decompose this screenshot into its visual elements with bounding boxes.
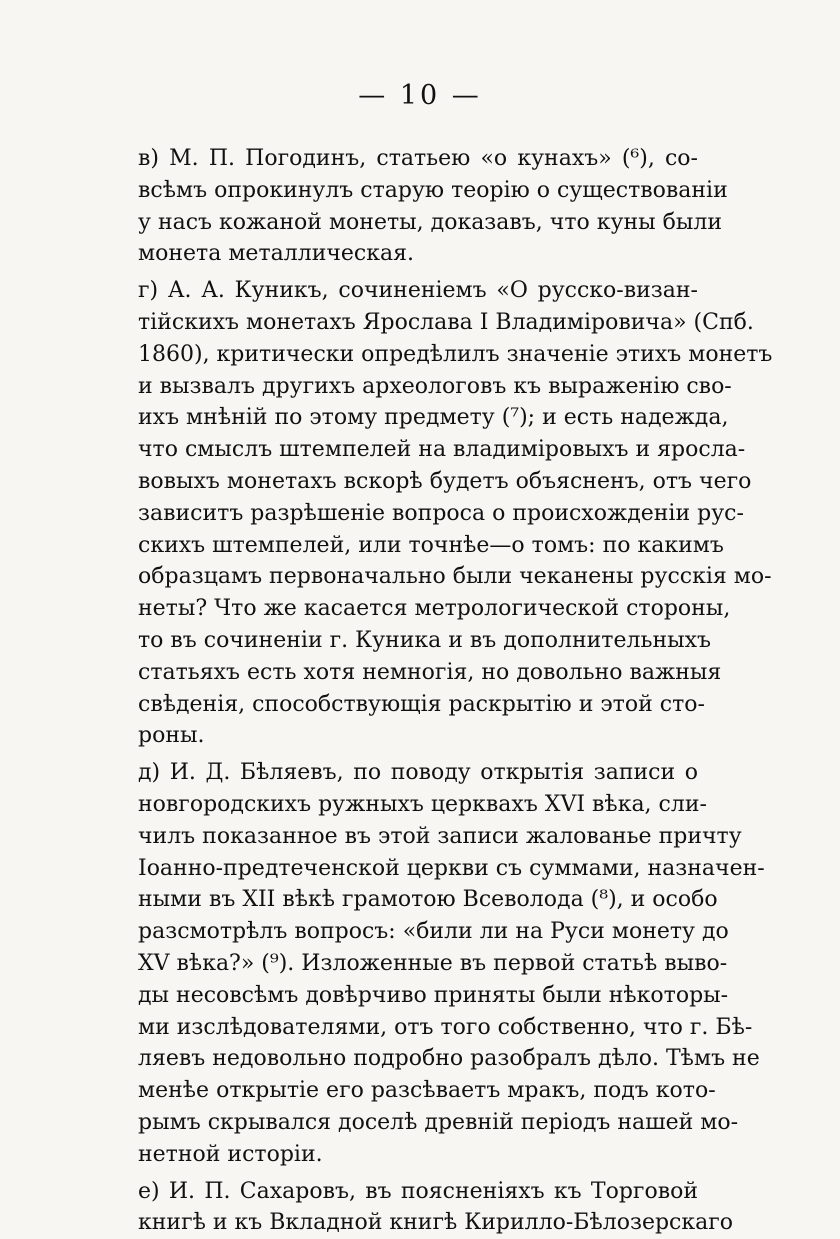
text-line: в) М. П. Погодинъ, статьею «о кунахъ» (⁶), со- — [138, 143, 698, 175]
text-line: то въ сочиненіи г. Куника и въ дополнительныхъ — [138, 625, 698, 657]
text-line: монета металлическая. — [138, 238, 698, 270]
paragraph-d — [138, 757, 698, 1170]
text-line: новгородскихъ ружныхъ церквахъ XVI вѣка, сли- — [138, 789, 698, 821]
text-line: у насъ кожаной монеты, доказавъ, что куны были — [138, 207, 698, 239]
text-line: всѣмъ опрокинулъ старую теорію о существованіи — [138, 175, 698, 207]
text-line: разсмотрѣлъ вопросъ: «били ли на Руси монету до — [138, 916, 698, 948]
paragraph-v — [138, 143, 698, 270]
page-number: — 10 — — [0, 80, 840, 111]
text-line: рымъ скрывался доселѣ древній періодъ нашей мо- — [138, 1107, 698, 1139]
text-line: зависитъ разрѣшеніе вопроса о происхожденіи рус- — [138, 498, 698, 530]
text-line: 1860), критически опредѣлилъ значеніе этихъ монетъ — [138, 339, 698, 371]
body-text — [138, 143, 698, 1239]
text-line: статьяхъ есть хотя немногія, но довольно важныя — [138, 657, 698, 689]
text-line: ными въ XII вѣкѣ грамотою Всеволода (⁸), и особо — [138, 884, 698, 916]
text-line: ды несовсѣмъ довѣрчиво приняты были нѣкоторы- — [138, 980, 698, 1012]
text-line: что смыслъ штемпелей на владиміровыхъ и яросла- — [138, 434, 698, 466]
text-line: чилъ показанное въ этой записи жалованье причту — [138, 821, 698, 853]
text-line: ихъ мнѣній по этому предмету (⁷); и есть надежда, — [138, 402, 698, 434]
text-line: ми изслѣдователями, отъ того собственно, что г. Бѣ- — [138, 1012, 698, 1044]
text-line: роны. — [138, 720, 698, 752]
paragraph-e — [138, 1176, 698, 1239]
text-line: XV вѣка?» (⁹). Изложенные въ первой статьѣ выво- — [138, 948, 698, 980]
text-line: образцамъ первоначально были чеканены русскія мо- — [138, 561, 698, 593]
text-line: неты? Что же касается метрологической стороны, — [138, 593, 698, 625]
text-line: книгѣ и къ Вкладной книгѣ Кирилло-Бѣлозерскаго — [138, 1207, 698, 1239]
text-line: скихъ штемпелей, или точнѣе—о томъ: по какимъ — [138, 530, 698, 562]
text-line: вовыхъ монетахъ вскорѣ будетъ объясненъ, отъ чего — [138, 466, 698, 498]
text-line: Іоанно-предтеченской церкви съ суммами, назначен- — [138, 853, 698, 885]
text-line: менѣе открытіе его разсѣваетъ мракъ, подъ кото- — [138, 1075, 698, 1107]
paragraph-g — [138, 275, 698, 752]
text-line: и вызвалъ другихъ археологовъ къ выраженію сво- — [138, 371, 698, 403]
text-line: свѣденія, способствующія раскрытію и этой сто- — [138, 689, 698, 721]
text-line: нетной исторіи. — [138, 1139, 698, 1171]
text-line: тійскихъ монетахъ Ярослава I Владиміровича» (Спб. — [138, 307, 698, 339]
text-line: г) А. А. Куникъ, сочиненіемъ «О русско-визан- — [138, 275, 698, 307]
text-line: д) И. Д. Бѣляевъ, по поводу открытія записи о — [138, 757, 698, 789]
text-line: ляевъ недовольно подробно разобралъ дѣло. Тѣмъ не — [138, 1043, 698, 1075]
text-line: е) И. П. Сахаровъ, въ поясненіяхъ къ Торговой — [138, 1176, 698, 1208]
